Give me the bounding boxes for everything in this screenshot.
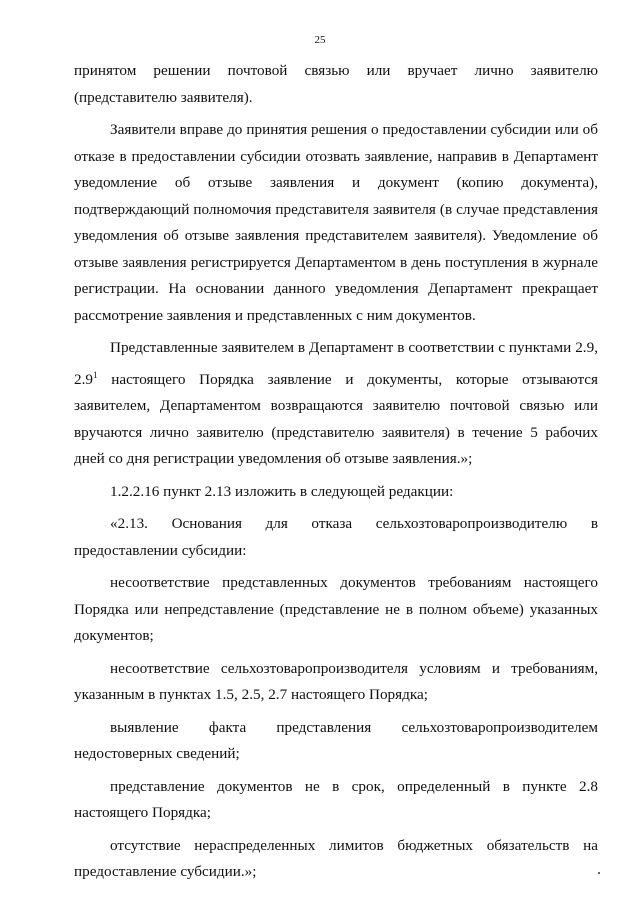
paragraph-refusal-grounds-heading: «2.13. Основания для отказа сельхозтоваропроизводителю в предоставлении субсидии: — [74, 515, 598, 559]
page-number: 25 — [314, 34, 326, 46]
paragraph-amendment-instruction: 1.2.2.16 пункт 2.13 изложить в следующей редакции: — [110, 482, 454, 500]
list-item-false-information: выявление факта представления сельхозтоваропроизводителем недостоверных сведений; — [74, 718, 598, 763]
paragraph-withdrawal-right: Заявители вправе до принятия решения о предоставлении субсидии или об отказе в предоставлении субсидии отозвать заявление, направив в Департамент уведомление об отзыве заявления и документ (копию документа), подтверждающий полномочия представителя заявителя (в случае представления уведомления об отзыве заявления представителем заявителя). Уведомление об отзыве заявления регистрируется Департаментом в день поступления в журнале регистрации. На основании данного уведомления Департамент прекращает рассмотрение заявления и представленных с ним документов. — [74, 121, 598, 324]
list-item-no-budget-limits: отсутствие нераспределенных лимитов бюджетных обязательств на предоставление субсидии.»; — [74, 836, 598, 881]
documents-return-text-after: настоящего Порядка заявление и документы, которые отзываются заявителем, Департаментом возвращаются заявителю почтовой связью или вручаются лично заявителю (представителю заявителя) в течение 5 рабочих дней со дня регистрации уведомления об отзыве заявления.»; — [74, 370, 598, 468]
list-item-document-noncompliance: несоответствие представленных документов требованиям настоящего Порядка или непредставление (представление не в полном объеме) указанных документов; — [74, 574, 598, 645]
list-item-producer-noncompliance: несоответствие сельхозтоваропроизводителя условиям и требованиям, указанным в пунктах 1.5, 2.5, 2.7 настоящего Порядка; — [74, 659, 598, 704]
paragraph-continuation: принятом решении почтовой связью или вручает лично заявителю (представителю заявителя). — [74, 62, 598, 106]
scan-speck — [598, 872, 600, 874]
document-body — [74, 58, 598, 886]
superscript-marker: 1 — [92, 369, 98, 380]
list-item-late-submission: представление документов не в срок, определенный в пункте 2.8 настоящего Порядка; — [74, 777, 598, 822]
documents-return-text-before: Представленные заявителем в Департамент в соответствии с пунктами 2.9, 2.9 — [74, 339, 598, 388]
paragraph-documents-return — [74, 335, 598, 473]
